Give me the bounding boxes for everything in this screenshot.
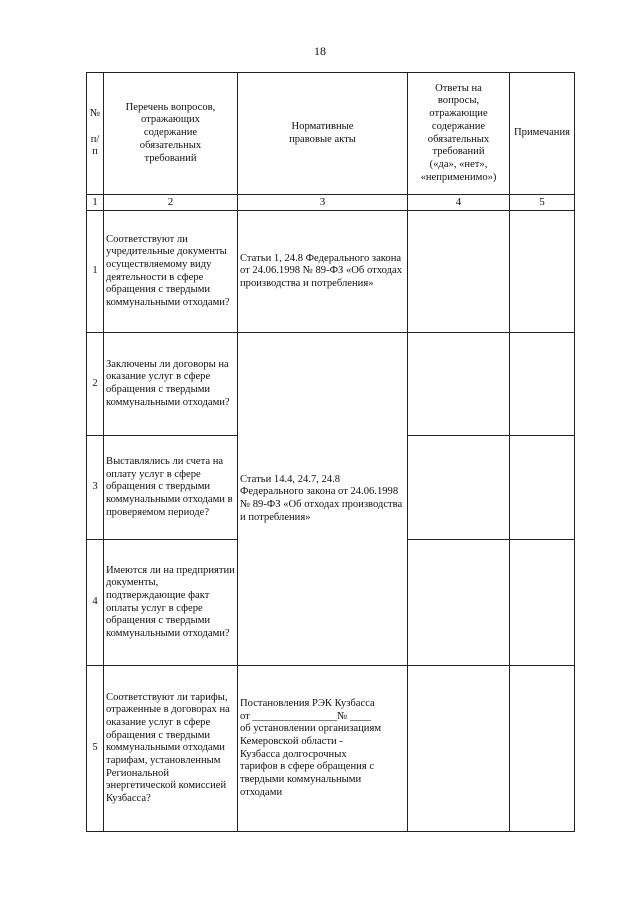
notes-cell: [510, 211, 575, 333]
answer-cell: [408, 436, 510, 540]
column-numbers-row: [87, 195, 575, 211]
act-cell: Статьи 1, 24.8 Федерального закона от 24.06.1998 № 89-ФЗ «Об отходах производства и потребления»: [238, 211, 408, 333]
notes-cell: [510, 666, 575, 832]
notes-cell: [510, 333, 575, 436]
row-number: 2: [87, 333, 104, 436]
answer-cell: [408, 666, 510, 832]
column-number: 1: [87, 195, 104, 211]
question-cell: Соответствуют ли учредительные документы осуществляемому виду деятельности в сфере обращения с твердыми коммунальными отходами?: [104, 211, 238, 333]
answer-cell: [408, 211, 510, 333]
table-row: [87, 211, 575, 333]
header-row: [87, 73, 575, 195]
row-number: 4: [87, 540, 104, 666]
row-number: 5: [87, 666, 104, 832]
question-cell: Соответствуют ли тарифы, отраженные в договорах на оказание услуг в сфере обращения с твердыми коммунальными отходами тарифам, установленным Региональной энергетической комиссией Кузбасса?: [104, 666, 238, 832]
notes-cell: [510, 436, 575, 540]
requirements-table: [86, 72, 575, 832]
header-answers: Ответы на вопросы, отражающие содержание обязательных требований («да», «нет», «неприменимо»): [408, 73, 510, 195]
question-cell: Имеются ли на предприятии документы, подтверждающие факт оплаты услуг в сфере обращения с твердыми коммунальными отходами?: [104, 540, 238, 666]
column-number: 3: [238, 195, 408, 211]
act-cell-merged: Статьи 14.4, 24.7, 24.8 Федерального закона от 24.06.1998 № 89-ФЗ «Об отходах производства и потребления»: [238, 333, 408, 666]
header-acts: Нормативные правовые акты: [238, 73, 408, 195]
row-number: 1: [87, 211, 104, 333]
column-number: 2: [104, 195, 238, 211]
page-number: 18: [314, 44, 326, 58]
table-row: [87, 666, 575, 832]
act-cell: Постановления РЭК Кузбасса от ________________№ ____ об установлении организациям Кемеровской области - Кузбасса долгосрочных тарифов в сфере обращения с твердыми коммунальными отходами: [238, 666, 408, 832]
question-cell: Выставлялись ли счета на оплату услуг в сфере обращения с твердыми коммунальными отходами в проверяемом периоде?: [104, 436, 238, 540]
answer-cell: [408, 540, 510, 666]
column-number: 4: [408, 195, 510, 211]
answer-cell: [408, 333, 510, 436]
column-number: 5: [510, 195, 575, 211]
question-cell: Заключены ли договоры на оказание услуг в сфере обращения с твердыми коммунальными отходами?: [104, 333, 238, 436]
header-notes: Примечания: [510, 73, 575, 195]
row-number: 3: [87, 436, 104, 540]
notes-cell: [510, 540, 575, 666]
header-num: № п/п: [87, 73, 104, 195]
header-questions: Перечень вопросов, отражающих содержание обязательных требований: [104, 73, 238, 195]
table-row: [87, 333, 575, 436]
